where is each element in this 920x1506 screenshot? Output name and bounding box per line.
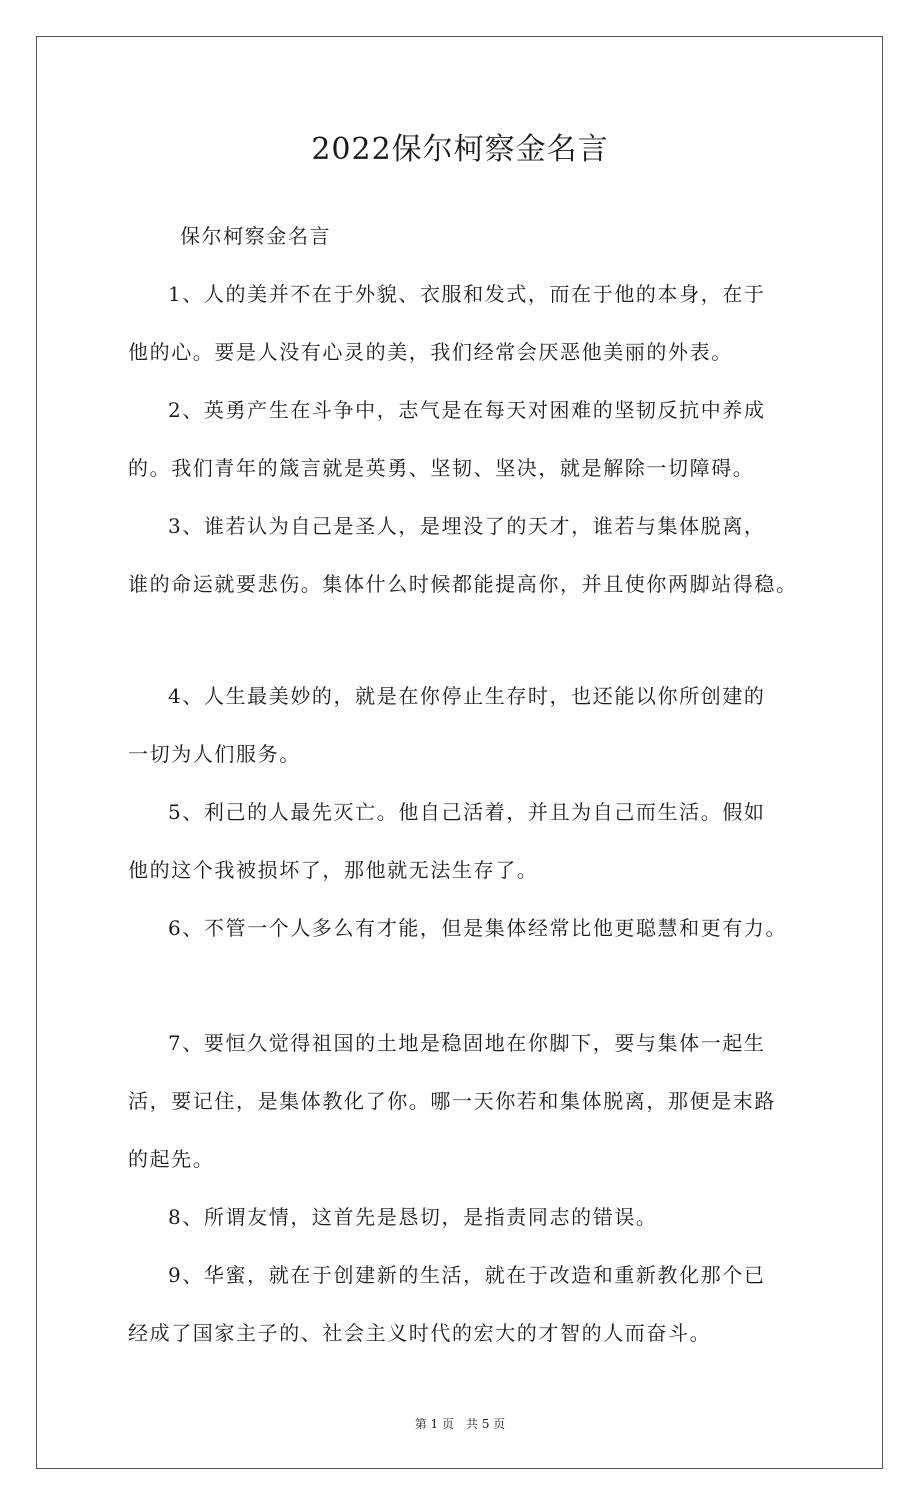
document-subtitle: 保尔柯察金名言 bbox=[180, 224, 332, 248]
quote-3-line-2: 谁的命运就要悲伤。集体什么时候都能提高你，并且使你两脚站得稳。 bbox=[128, 572, 798, 596]
quote-2-line-1: 2、英勇产生在斗争中，志气是在每天对困难的坚韧反抗中养成 bbox=[168, 398, 766, 422]
quote-4-line-2: 一切为人们服务。 bbox=[128, 742, 301, 766]
quote-1-line-1: 1、人的美并不在于外貌、衣服和发式，而在于他的本身，在于 bbox=[168, 282, 766, 306]
document-title: 2022保尔柯察金名言 bbox=[311, 132, 609, 167]
quote-3-line-1: 3、谁若认为自己是圣人，是埋没了的天才，谁若与集体脱离， bbox=[168, 514, 766, 538]
quote-2-line-2: 的。我们青年的箴言就是英勇、坚韧、坚决，就是解除一切障碍。 bbox=[128, 456, 755, 480]
quote-7-line-2: 活，要记住，是集体教化了你。哪一天你若和集体脱离，那便是末路 bbox=[128, 1089, 776, 1113]
quote-8-line-1: 8、所谓友情，这首先是恳切，是指责同志的错误。 bbox=[168, 1205, 658, 1229]
page-indicator: 第 1 页 共 5 页 bbox=[414, 1417, 506, 1431]
quote-9-line-1: 9、华蜜，就在于创建新的生活，就在于改造和重新教化那个已 bbox=[168, 1263, 766, 1287]
quote-5-line-2: 他的这个我被损坏了，那他就无法生存了。 bbox=[128, 858, 539, 882]
quote-9-line-2: 经成了国家主子的、社会主义时代的宏大的才智的人而奋斗。 bbox=[128, 1321, 712, 1345]
quote-6-line-1: 6、不管一个人多么有才能，但是集体经常比他更聪慧和更有力。 bbox=[168, 916, 788, 940]
quote-1-line-2: 他的心。要是人没有心灵的美，我们经常会厌恶他美丽的外表。 bbox=[128, 340, 733, 364]
quote-7-line-3: 的起先。 bbox=[128, 1147, 215, 1171]
quote-4-line-1: 4、人生最美妙的，就是在你停止生存时，也还能以你所创建的 bbox=[168, 684, 766, 708]
quote-5-line-1: 5、利己的人最先灭亡。他自己活着，并且为自己而生活。假如 bbox=[168, 800, 766, 824]
quote-7-line-1: 7、要恒久觉得祖国的土地是稳固地在你脚下，要与集体一起生 bbox=[168, 1031, 766, 1055]
